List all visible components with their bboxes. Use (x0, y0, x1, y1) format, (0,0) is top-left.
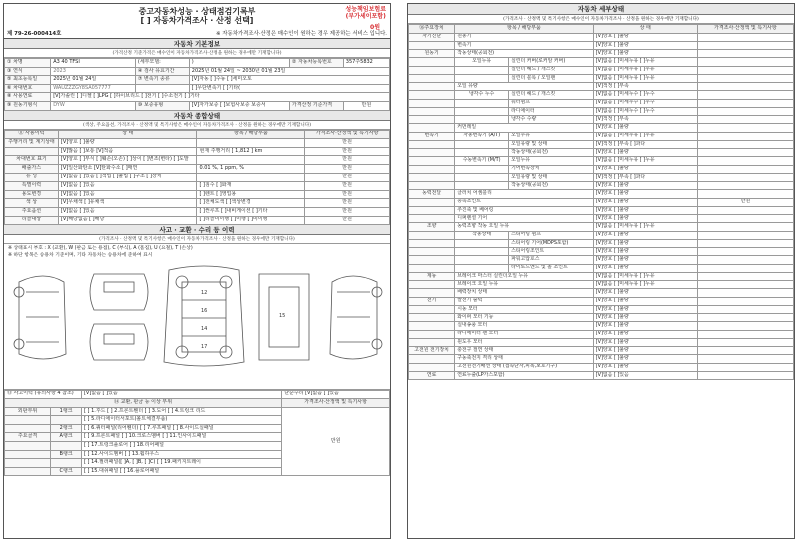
table-row: [ ] 17.트렁크플로어 [ ] 18.리어패널 (5, 442, 390, 451)
table-row: 주요골격 A랭크 [ ] 9.프론트패널 [ ] 10.크로스멤버 [ ] 11.인사이드패널 (5, 433, 390, 442)
table-row: 오일누유 실린더 커버(로커암 커버) [V]없음 [ ]미세누유 [ ]누유 (409, 58, 794, 66)
table-row: 오일 유량 [V]적정 [ ]부족 (409, 83, 794, 91)
table-row: 스티어링조인트 [V]양호 [ ]불량 (409, 248, 794, 256)
svg-text:16: 16 (201, 307, 208, 314)
table-row: 외판부위 1랭크 [ ] 1.후드 [ ] 2.프론트휀더 [ ] 3.도어 [ ] 4.트렁크 리드 만원 (5, 407, 390, 416)
table-row: 오일유량 및 상태 [V]적정 [ ]부족 [ ]과다 (409, 173, 794, 181)
accident-legend: ※ 상태표시 부호 : X (교환), W (판금 또는 용접), C (부식), A (흠집), U (요철), T (손상) ※ 하단 항목은 승용차 기준이며, 기타 자동차는 승용차에 준하여 표시 (8, 246, 193, 258)
table-row: 기어변속장치 [V]양호 [ ]불량 (409, 165, 794, 173)
table-row: 고전원전기배선 상태 (접속단자,피복,보호기구) [V]양호 [ ]불량 (409, 363, 794, 371)
table-row: ⑨ 원동기형식 DYW ⑩ 보증유형 [V]자가보증 [ ]보험사보증 보증서 가격산정 기준가격 만원 (5, 101, 390, 110)
table-row: 고전원 전기장치 충전구 절연 상태 [V]양호 [ ]불량 (409, 347, 794, 355)
table-row: B랭크 [ ] 12.사이드멤버 [ ] 13.휠하우스 (5, 450, 390, 459)
detail-fee: 만원 (697, 198, 793, 206)
table-row: 오일유량 및 상태 [V]적정 [ ]부족 [ ]과다 (409, 140, 794, 148)
svg-text:15: 15 (279, 312, 286, 319)
table-row: ① 차명 A3 40 TFSI (세부모델: ) ② 자동차등록번호 357주5832 (5, 59, 390, 68)
table-row: 등속조인트 [V]양호 [ ]불량 만원 (409, 198, 794, 206)
table-row: 작동상태 스티어링 펌프 [V]양호 [ ]불량 (409, 231, 794, 239)
insurance-amount: 0원 (370, 24, 380, 31)
table-row: ⑤ 최초등록일 2025년 01월 24일 ⑦ 변속기 종류 [V]자동 [ ]수동 [ ]세미오토 (5, 76, 390, 85)
basic-info-note: (가격산정 기준가격은 매수인이 자동차가격조사·산정을 원하는 경우에만 기재합니다) (4, 49, 390, 58)
table-row: 디퍼렌셜 기어 [V]양호 [ ]불량 (409, 215, 794, 223)
header (4, 4, 390, 30)
accident-note: (가격조사 · 산정액 및 특기사항은 매수인이 자동차가격조사 · 산정을 원하는 경우에만 기재합니다) (4, 235, 390, 244)
table-row: 실린더 블록 / 오일팬 [V]없음 [ ]미세누유 [ ]누유 (409, 74, 794, 82)
title-sub: [ ] 자동차가격조사 · 산정 선택] (140, 16, 254, 26)
table-row: 색 상 [V]무채색 [ ]유채색 [ ]전체도색 [ ]색상변경 만원 (5, 199, 390, 208)
doc-number: 제 79-26-000414호 (7, 31, 62, 37)
table-header: ⑭ 교환, 판금 등 이상 부위 가격조사·산정액 및 특기사항 (5, 399, 390, 408)
table-row: 워터펌프 [V]없음 [ ]미세누수 [ ]누수 (409, 99, 794, 107)
table-row: 변속기 자동변속기 (A/T) 오일누유 [V]없음 [ ]미세누유 [ ]누유 (409, 132, 794, 140)
table-row: 주행거리 및 계기상태 [V]양호 [ ]불량 만원 (5, 139, 390, 148)
table-row: 주요옵션 [V]없음 [ ]있음 [ ]썬루프 [ ]내비게이션 [ ]기타 만원 (5, 207, 390, 216)
table-header: ⑪ 사용이력 상 태 항목 / 해당부품 가격조사·산정액 및 특기사항 (5, 130, 390, 139)
table-row: 변속기 [V]양호 [ ]불량 (409, 41, 794, 49)
insurance-badge: 성능책임보험료 (부가세이포함) (345, 6, 386, 21)
table-row: 튜 닝 [V]없음 [ ]있음 [ ]적법 [ ]불법 [ ]구조 [ ]장치 만원 (5, 173, 390, 182)
svg-text:14: 14 (201, 325, 208, 332)
table-row: ③ 연식 2023 ④ 검사 유효기간 2025년 01월 24일 ~ 2030년 01월 23일 (5, 67, 390, 76)
doc-number-row (4, 30, 390, 39)
table-row: 라디에이터 팬 모터 [V]양호 [ ]불량 (409, 330, 794, 338)
table-row: 조향 동력조향 작동 오일 누유 [V]없음 [ ]미세누유 [ ]누유 (409, 223, 794, 231)
table-row: 스티어링 기어(MDPS포함) [V]양호 [ ]불량 (409, 239, 794, 247)
basic-info-table (4, 58, 390, 111)
table-row: 윈도우 모터 [V]양호 [ ]불량 (409, 338, 794, 346)
table-row: 자기진단 원동기 [V]양호 [ ]불량 (409, 33, 794, 41)
table-row: 작동상태(공회전) [V]양호 [ ]불량 (409, 149, 794, 157)
table-row: 타이로드엔드 및 볼 조인트 [V]양호 [ ]불량 (409, 264, 794, 272)
table-row: 실내송풍 모터 [V]양호 [ ]불량 (409, 322, 794, 330)
accident-fee: 만원 (282, 407, 390, 476)
table-row: 배출가스 [V]일산화탄소 [V]탄화수소 [ ]매연 0.01 %, 1 ppm, % 만원 (5, 164, 390, 173)
accident-title: 사고 · 교환 · 수리 등 이력 (4, 225, 390, 235)
table-row: 특별이력 [V]없음 [ ]있음 [ ]침수 [ ]화재 만원 (5, 182, 390, 191)
table-row: ⑧ 사용연료 [V]가솔린 [ ]디젤 [ ]LPG [ ]하이브리드 [ ]전기 [ ]수소전기 [ ]기타 (5, 93, 390, 102)
right-page (407, 3, 795, 539)
table-row: 파워고압호스 [V]양호 [ ]불량 (409, 256, 794, 264)
table-row: 수동변속기 (M/T) 오일누유 [V]없음 [ ]미세누유 [ ]누유 (409, 157, 794, 165)
table-row: [ ] 5.라디에이터서포트(볼트체결부품) (5, 416, 390, 425)
table-row: 시동 모터 [V]양호 [ ]불량 (409, 305, 794, 313)
left-page (3, 3, 391, 539)
table-row: 전기 발전기 출력 [V]양호 [ ]불량 (409, 297, 794, 305)
table-row: C랭크 [ ] 15.대쉬패널 [ ] 16.플로어패널 (5, 467, 390, 476)
table-row: 원동기 작동상태(공회전) [V]양호 [ ]불량 (409, 50, 794, 58)
table-row: 용도변경 [V]없음 [ ]있음 [ ]렌트 [ ]영업용 만원 (5, 190, 390, 199)
table-row: 리콜대상 [V]해당없음 [ ]해당 [ ]리콜미이행 [ ]이행 [ ]미이행 만원 (5, 216, 390, 225)
overall-table (4, 130, 390, 226)
title-main: 중고자동차성능 · 상태점검기록부 (138, 7, 256, 16)
table-row: 구동축전지 격리 상태 [V]양호 [ ]불량 (409, 355, 794, 363)
table-row: ⑥ 차대번호 WAUZZZGY8SA057777 [ ]무단변속기 [ ]기타( (5, 84, 390, 93)
table-row: 커먼레일 [V]양호 [ ]불량 (409, 124, 794, 132)
table-row: ⑬ 사고이력 (유의사항 4 참조) [V]없음 [ ]있음 단순수리 [V]없음 [ ]있음 (5, 390, 390, 399)
table-row: 브레이크 오일 누유 [V]없음 [ ]미세누유 [ ]누유 (409, 281, 794, 289)
overall-note: (색상, 주요옵션, 가격조사 · 산정액 및 특기사항은 매수인이 자동차가격조사 · 산정을 원하는 경우에만 기재합니다) (4, 121, 390, 130)
table-row: 냉각수 누수 실린더 헤드 / 개스킷 [V]없음 [ ]미세누수 [ ]누수 (409, 91, 794, 99)
table-row: 배력장치 상태 [V]양호 [ ]불량 (409, 289, 794, 297)
detail-note: (가격조사 · 산정액 및 특기사항은 매수인이 자동차가격조사 · 산정을 원하는 경우에만 기재합니다) (408, 15, 794, 24)
car-outline-svg (4, 262, 391, 372)
table-row: 실린더 헤드 / 개스킷 [V]없음 [ ]미세누유 [ ]누유 (409, 66, 794, 74)
table-row: 차대번호 표기 [V]양호 [ ]부식 [ ]훼손(오손) [ ]상이 [ ]변조(변타) [ ]도말 만원 (5, 156, 390, 165)
table-header: ⑯주요장치 항목 / 해당부품 상 태 가격조사·산정액 및 특기사항 (409, 25, 794, 34)
car-diagram (4, 262, 390, 390)
svg-text:17: 17 (201, 343, 208, 350)
table-row: 동력전달 클러치 어셈블리 [V]양호 [ ]불량 (409, 190, 794, 198)
detail-title: 자동차 세부상태 (408, 4, 794, 15)
table-row: 2랭크 [ ] 6.쿼터패널(리어휀더) [ ] 7.루프패널 [ ] 8.사이드실패널 (5, 424, 390, 433)
table-row: 연료 연료누출(LP가스포함) [V]없음 [ ]있음 (409, 371, 794, 379)
table-row: 와이퍼 모터 기능 [V]양호 [ ]불량 (409, 314, 794, 322)
detail-table (408, 24, 794, 380)
table-row: 제동 브레이크 마스터 실린더오일 누유 [V]없음 [ ]미세누유 [ ]누유 (409, 272, 794, 280)
accident-table (4, 390, 390, 477)
table-row: 작동상태(공회전) [V]양호 [ ]불량 (409, 182, 794, 190)
table-row: 라디에이터 [V]없음 [ ]미세누수 [ ]누수 (409, 107, 794, 115)
doc-note: ※ 자동차가격조사·산정은 매수인이 원하는 경우 제공하는 서비스 입니다. (216, 31, 387, 37)
table-row: [V]많음 [ ]보통 [V]적음 현재 주행거리 [ 1,812 ] km 만원 (5, 147, 390, 156)
basic-info-title: 자동차 기본정보 (4, 39, 390, 49)
svg-text:12: 12 (201, 289, 208, 296)
table-row: 추진축 및 베어링 [V]양호 [ ]불량 (409, 206, 794, 214)
table-row: [ ] 14.필러패널([ ]A, [ ]B, [ ]C) [ ] 19.패키지트레이 (5, 459, 390, 468)
table-row: 냉각수 수량 [V]적정 [ ]부족 (409, 116, 794, 124)
overall-title: 자동차 종합상태 (4, 111, 390, 121)
